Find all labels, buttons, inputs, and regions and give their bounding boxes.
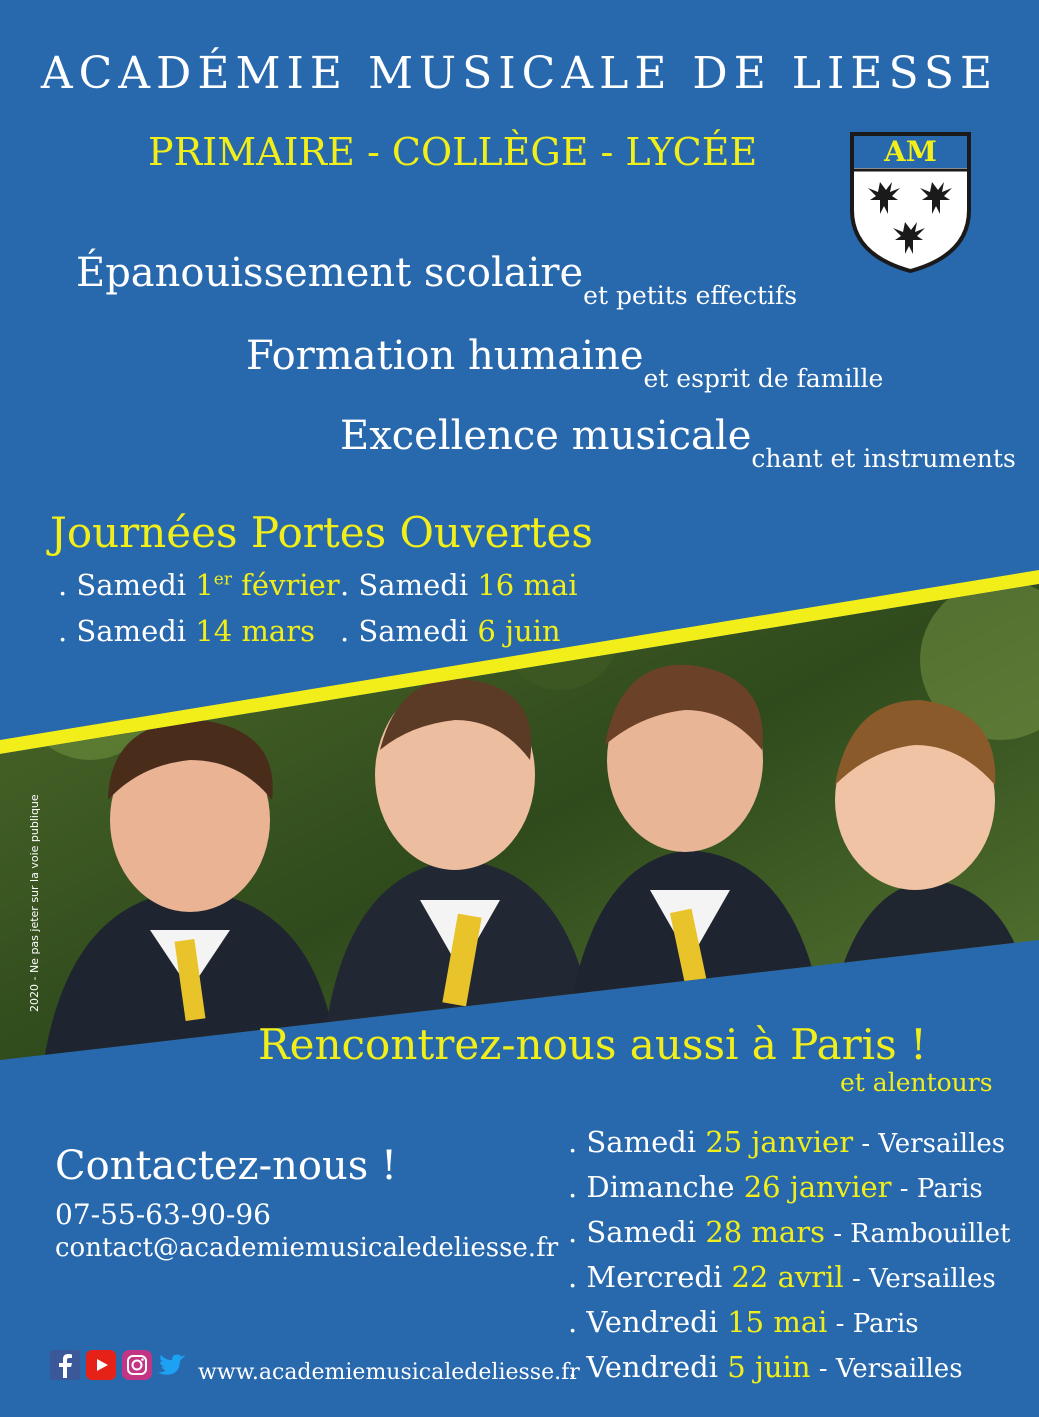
event-city: - Rambouillet [824, 1219, 1011, 1249]
school-crest [848, 130, 973, 275]
school-levels: PRIMAIRE - COLLÈGE - LYCÉE [148, 130, 758, 174]
open-day-date: 6 juin [477, 614, 561, 648]
tagline-humaine [246, 333, 884, 393]
students-photo [0, 570, 1039, 1090]
website-link[interactable]: www.academiemusicaledeliesse.fr [198, 1360, 580, 1385]
open-day-number: 1 [195, 568, 214, 602]
event-date: 25 janvier [705, 1125, 854, 1159]
page-title: ACADÉMIE MUSICALE DE LIESSE [40, 48, 999, 99]
contact-phone[interactable]: 07-55-63-90-96 [55, 1198, 271, 1231]
instagram-icon[interactable] [122, 1350, 152, 1380]
social-links [50, 1350, 188, 1380]
open-day-prefix: . Samedi [340, 614, 478, 648]
legal-notice: 2020 - Ne pas jeter sur la voie publique [28, 794, 41, 1012]
paris-event [568, 1305, 919, 1339]
open-day-date: 16 mai [477, 568, 578, 602]
open-days-title: Journées Portes Ouvertes [50, 508, 593, 557]
event-date: 28 mars [705, 1215, 825, 1249]
tagline-main: Épanouissement scolaire [76, 250, 584, 296]
tagline-main: Formation humaine [246, 333, 644, 379]
twitter-icon[interactable] [158, 1350, 188, 1380]
event-day: . Vendredi [568, 1305, 728, 1339]
paris-event [568, 1215, 1010, 1249]
paris-subtitle: et alentours [840, 1068, 993, 1097]
event-city: - Paris [891, 1174, 983, 1204]
event-city: - Paris [827, 1309, 919, 1339]
facebook-icon[interactable] [50, 1350, 80, 1380]
event-city: - Versailles [843, 1264, 996, 1294]
open-day-date: 14 mars [195, 614, 315, 648]
tagline-sub: et esprit de famille [643, 364, 884, 393]
event-date: 22 avril [731, 1260, 844, 1294]
paris-event [568, 1125, 1005, 1159]
paris-event [568, 1350, 963, 1384]
tagline-sub: et petits effectifs [583, 281, 798, 310]
paris-event [568, 1170, 983, 1204]
event-day: . Vendredi [568, 1350, 728, 1384]
open-day-prefix: . Samedi [340, 568, 478, 602]
event-day: . Mercredi [568, 1260, 732, 1294]
contact-title: Contactez-nous ! [55, 1143, 398, 1189]
event-day: . Samedi [568, 1215, 706, 1249]
open-day-prefix: . Samedi [58, 568, 196, 602]
tagline-main: Excellence musicale [340, 413, 752, 459]
tagline-musicale [340, 413, 1016, 473]
tagline-scolaire [76, 250, 798, 310]
open-day-sup: er [213, 569, 232, 590]
tagline-sub: chant et instruments [751, 444, 1016, 473]
crest-letters: AM [884, 135, 937, 168]
contact-email[interactable]: contact@academiemusicaledeliesse.fr [55, 1233, 559, 1263]
event-day: . Dimanche [568, 1170, 744, 1204]
paris-event [568, 1260, 996, 1294]
event-date: 26 janvier [743, 1170, 892, 1204]
event-date: 15 mai [727, 1305, 828, 1339]
open-day-prefix: . Samedi [58, 614, 196, 648]
event-city: - Versailles [810, 1354, 963, 1384]
paris-title: Rencontrez-nous aussi à Paris ! [258, 1020, 927, 1069]
open-day-month: février [231, 568, 340, 602]
youtube-icon[interactable] [86, 1350, 116, 1380]
event-city: - Versailles [853, 1129, 1006, 1159]
event-date: 5 juin [727, 1350, 811, 1384]
event-day: . Samedi [568, 1125, 706, 1159]
